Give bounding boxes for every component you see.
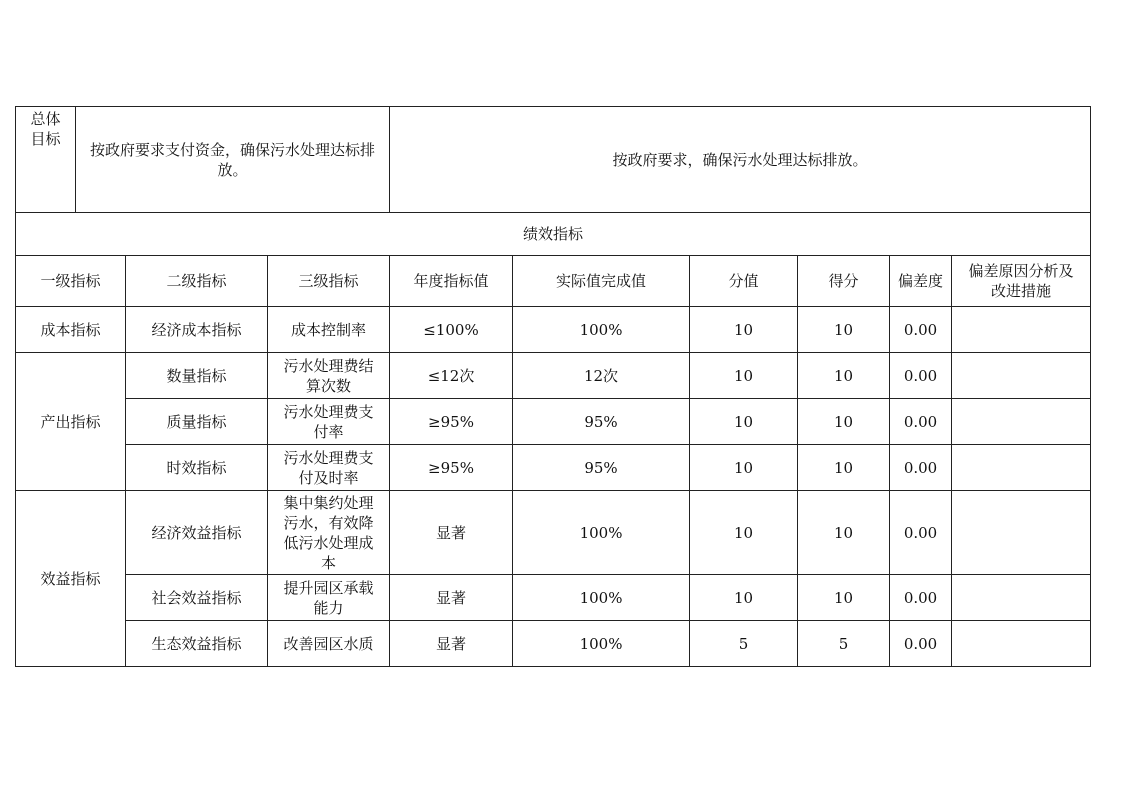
goal-label: 总体目标 <box>16 107 76 213</box>
header-score: 得分 <box>798 256 890 307</box>
deviation-cell: 0.00 <box>890 307 952 353</box>
score-value-cell: 10 <box>690 399 798 445</box>
score-value-cell: 5 <box>690 621 798 667</box>
level3-cell: 成本控制率 <box>268 307 390 353</box>
score-value-cell: 10 <box>690 445 798 491</box>
header-row <box>16 256 1091 307</box>
actual-cell: 100% <box>513 307 690 353</box>
table-row <box>16 399 1091 445</box>
actual-cell: 95% <box>513 445 690 491</box>
level2-cell: 社会效益指标 <box>126 575 268 621</box>
reason-cell <box>952 621 1091 667</box>
level1-cell: 成本指标 <box>16 307 126 353</box>
deviation-cell: 0.00 <box>890 399 952 445</box>
level2-cell: 经济效益指标 <box>126 491 268 575</box>
level2-cell: 数量指标 <box>126 353 268 399</box>
actual-cell: 100% <box>513 575 690 621</box>
header-level2: 二级指标 <box>126 256 268 307</box>
score-value-cell: 10 <box>690 491 798 575</box>
header-reason: 偏差原因分析及改进措施 <box>952 256 1091 307</box>
header-deviation: 偏差度 <box>890 256 952 307</box>
level3-cell: 污水处理费结算次数 <box>268 353 390 399</box>
actual-cell: 95% <box>513 399 690 445</box>
level2-cell: 质量指标 <box>126 399 268 445</box>
table-row <box>16 621 1091 667</box>
score-cell: 10 <box>798 575 890 621</box>
level2-cell: 时效指标 <box>126 445 268 491</box>
level3-cell: 污水处理费支付及时率 <box>268 445 390 491</box>
deviation-cell: 0.00 <box>890 445 952 491</box>
score-cell: 10 <box>798 445 890 491</box>
target-cell: 显著 <box>390 621 513 667</box>
header-target: 年度指标值 <box>390 256 513 307</box>
reason-cell <box>952 491 1091 575</box>
reason-cell <box>952 353 1091 399</box>
section-title-row <box>16 213 1091 256</box>
target-cell: 显著 <box>390 491 513 575</box>
level3-cell: 集中集约处理污水，有效降低污水处理成本 <box>268 491 390 575</box>
goal-left-text: 按政府要求支付资金，确保污水处理达标排放。 <box>76 107 390 213</box>
score-cell: 10 <box>798 399 890 445</box>
score-value-cell: 10 <box>690 575 798 621</box>
level3-cell: 提升园区承载能力 <box>268 575 390 621</box>
level3-cell: 污水处理费支付率 <box>268 399 390 445</box>
score-cell: 5 <box>798 621 890 667</box>
performance-table <box>15 106 1091 667</box>
level2-cell: 经济成本指标 <box>126 307 268 353</box>
table-row <box>16 491 1091 575</box>
level3-cell: 改善园区水质 <box>268 621 390 667</box>
score-cell: 10 <box>798 307 890 353</box>
header-actual: 实际值完成值 <box>513 256 690 307</box>
table-row <box>16 445 1091 491</box>
header-score-value: 分值 <box>690 256 798 307</box>
actual-cell: 12次 <box>513 353 690 399</box>
section-title: 绩效指标 <box>16 213 1091 256</box>
deviation-cell: 0.00 <box>890 491 952 575</box>
deviation-cell: 0.00 <box>890 575 952 621</box>
target-cell: ≥95% <box>390 445 513 491</box>
actual-cell: 100% <box>513 491 690 575</box>
score-cell: 10 <box>798 491 890 575</box>
goal-row <box>16 107 1091 213</box>
target-cell: ≥95% <box>390 399 513 445</box>
target-cell: ≤12次 <box>390 353 513 399</box>
header-level3: 三级指标 <box>268 256 390 307</box>
reason-cell <box>952 307 1091 353</box>
score-cell: 10 <box>798 353 890 399</box>
deviation-cell: 0.00 <box>890 621 952 667</box>
reason-cell <box>952 575 1091 621</box>
table-row <box>16 307 1091 353</box>
level1-cell: 产出指标 <box>16 353 126 491</box>
table-row <box>16 353 1091 399</box>
level1-cell: 效益指标 <box>16 491 126 667</box>
deviation-cell: 0.00 <box>890 353 952 399</box>
header-level1: 一级指标 <box>16 256 126 307</box>
target-cell: ≤100% <box>390 307 513 353</box>
actual-cell: 100% <box>513 621 690 667</box>
score-value-cell: 10 <box>690 353 798 399</box>
goal-right-text: 按政府要求，确保污水处理达标排放。 <box>390 107 1091 213</box>
reason-cell <box>952 399 1091 445</box>
reason-cell <box>952 445 1091 491</box>
level2-cell: 生态效益指标 <box>126 621 268 667</box>
table-row <box>16 575 1091 621</box>
score-value-cell: 10 <box>690 307 798 353</box>
target-cell: 显著 <box>390 575 513 621</box>
